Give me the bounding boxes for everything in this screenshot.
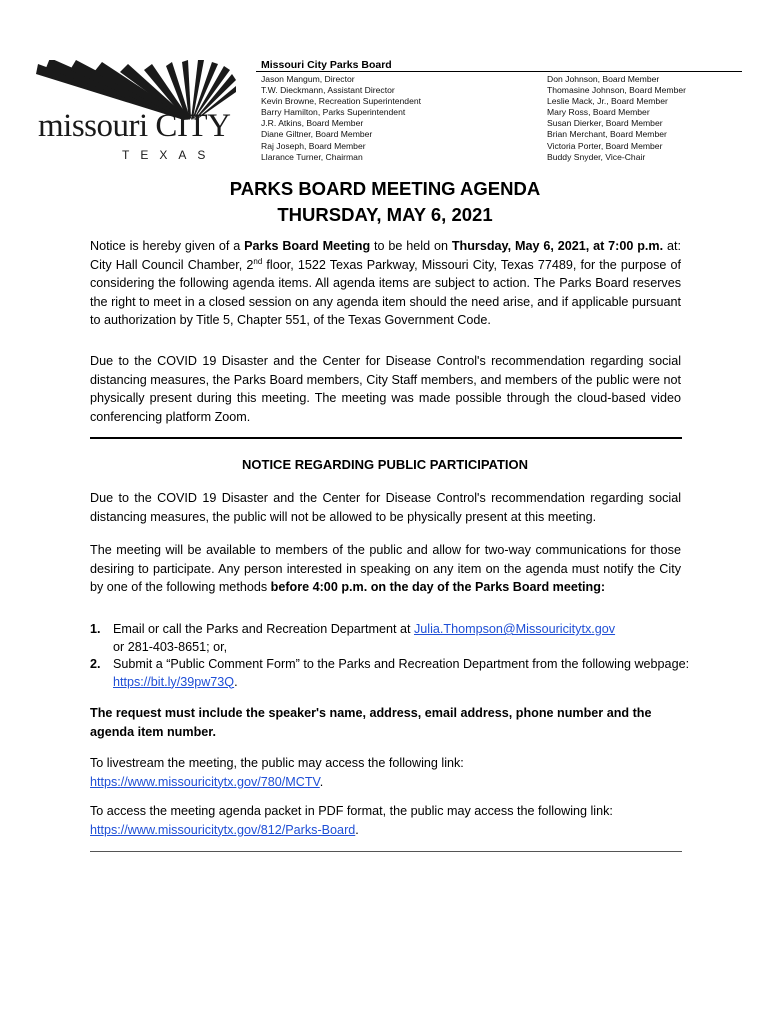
notice-meeting-name: Parks Board Meeting [244,239,371,253]
staff-member: Diane Giltner, Board Member [261,129,373,140]
missouri-city-logo [36,60,236,160]
notice-text: floor, 1522 Texas Parkway, Missouri City, Texas 77489, for the purpose of considering the following agenda items. All agenda items are subject to action. The Parks Board reserves the right to meet in a closed session on any agenda item should the need arise, and if applicable pursuant to authorization by Title 5, Chapter 551, of the Texas Government Code. [90,257,682,328]
staff-member: Kevin Browne, Recreation Superintendent [261,96,422,107]
instructions-text: The meeting will be available to members of the public and allow for two-way communications for those desiring to participate. Any person interested in speaking on any item on the agenda must notify the City by one of the following methods [90,543,681,595]
staff-list-right [547,74,686,163]
staff-member: Thomasine Johnson, Board Member [547,85,687,96]
list-item [90,656,690,691]
agenda-packet-link[interactable]: https://www.missouricitytx.gov/812/Parks-Board [90,822,356,837]
packet-text: To access the meeting agenda packet in PDF format, the public may access the following link: [90,804,613,818]
footer-divider [90,851,682,852]
notice-text: to be held on [370,239,452,253]
list-item [90,621,690,656]
staff-member: Barry Hamilton, Parks Superintendent [261,107,406,118]
public-participation-heading: NOTICE REGARDING PUBLIC PARTICIPATION [242,457,528,472]
contact-methods-list [90,621,690,691]
staff-list-left [261,74,421,163]
staff-member: Susan Dierker, Board Member [547,118,663,129]
logo-wordmark: missouri CITY [38,108,231,144]
request-requirements: The request must include the speaker's name, address, email address, phone number and the agenda item number. [90,706,652,739]
public-participation-instructions [90,541,681,597]
staff-member: J.R. Atkins, Board Member [261,118,364,129]
staff-member: Don Johnson, Board Member [547,74,660,84]
header-divider [256,71,742,72]
packet-text: . [355,822,359,837]
board-title: Missouri City Parks Board [261,59,392,71]
section-divider [90,437,682,439]
meeting-notice [90,237,681,330]
list-item-text: Email or call the Parks and Recreation Department at [113,622,414,636]
agenda-title: PARKS BOARD MEETING AGENDA [229,178,541,199]
notice-ordinal: nd [253,256,263,266]
staff-member: Mary Ross, Board Member [547,107,650,118]
list-item-text: or 281-403-8651; or, [113,639,228,654]
staff-member: Brian Merchant, Board Member [547,129,667,140]
staff-member: T.W. Dieckmann, Assistant Director [261,85,395,96]
staff-member: Leslie Mack, Jr., Board Member [547,96,668,107]
comment-form-link[interactable]: https://bit.ly/39pw73Q [113,674,235,689]
staff-member: Llarance Turner, Chairman [261,151,363,162]
livestream-info [90,754,681,791]
notice-text: Notice is hereby given of a [90,239,245,253]
list-number: 1. [90,622,101,636]
list-number: 2. [90,657,101,671]
logo-state: TEXAS [122,148,217,162]
email-link[interactable]: Julia.Thompson@Missouricitytx.gov [414,622,616,636]
list-item-text: . [234,674,238,689]
staff-member: Buddy Snyder, Vice-Chair [547,151,646,162]
notice-text: at: City Hall Council Chamber, 2 [90,239,681,272]
covid-notice: Due to the COVID 19 Disaster and the Center for Disease Control's recommendation regarding social distancing measures, the Parks Board members, City Staff members, and members of the public were not physically present during this meeting. The meeting was made possible through the cloud-based video conferencing platform Zoom. [90,354,681,424]
public-participation-covid: Due to the COVID 19 Disaster and the Center for Disease Control's recommendation regarding social distancing measures, the public will not be allowed to be physically present at this meeting. [90,491,681,524]
staff-member: Victoria Porter, Board Member [547,140,663,151]
livestream-text: To livestream the meeting, the public may access the following link: [90,756,464,770]
notice-datetime: Thursday, May 6, 2021, at 7:00 p.m. [451,239,664,253]
livestream-link[interactable]: https://www.missouricitytx.gov/780/MCTV [90,774,320,789]
agenda-date: THURSDAY, MAY 6, 2021 [277,204,493,225]
list-item-text: Submit a “Public Comment Form” to the Parks and Recreation Department from the following webpage: [113,657,690,671]
staff-member: Raj Joseph, Board Member [261,140,366,151]
livestream-text: . [319,774,324,789]
instructions-deadline: before 4:00 p.m. on the day of the Parks Board meeting: [270,580,606,595]
agenda-packet-info [90,802,681,839]
staff-member: Jason Mangum, Director [261,74,355,84]
